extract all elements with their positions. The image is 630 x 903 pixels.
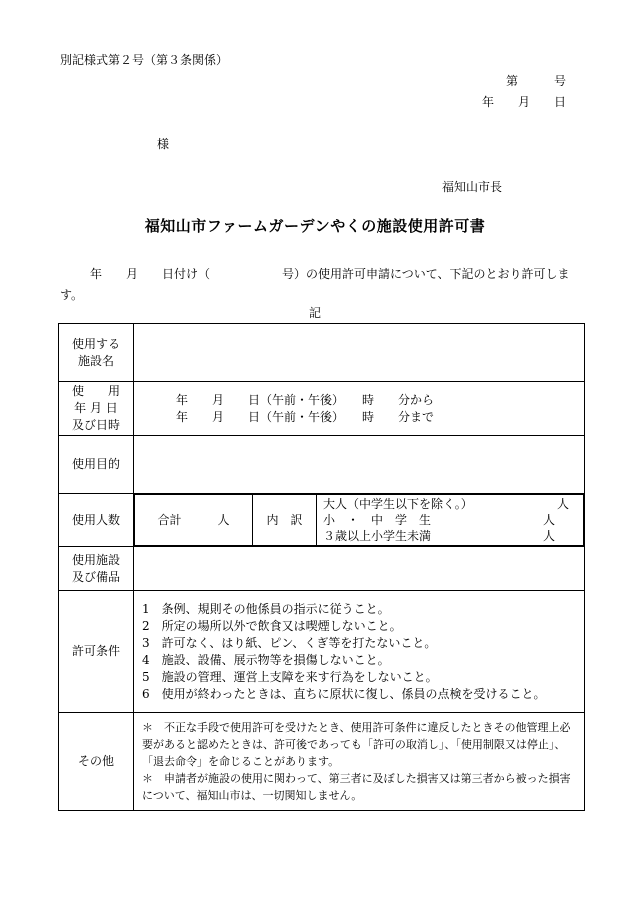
purpose-value	[134, 436, 585, 494]
condition-item: 5 施設の管理、運営上支障を来す行為をしないこと。	[142, 669, 438, 684]
other-note: ＊ 不正な手段で使用許可を受けたとき、使用許可条件に違反したときその他管理上必要があると認めたときは、許可後であっても「許可の取消し」、「使用制限又は停止」、「退去命令」を命じることがあります。	[142, 721, 571, 768]
intro-paragraph: 年 月 日付け（ 号）の使用許可申請について、下記のとおり許可します。	[60, 267, 570, 302]
datetime-from: 年 月 日（午前・午後） 時 分から	[176, 392, 435, 407]
datetime-row	[59, 382, 585, 436]
datetime-to: 年 月 日（午前・午後） 時 分まで	[176, 409, 435, 424]
condition-item: 1 条例、規則その他係員の指示に従うこと。	[142, 601, 390, 616]
facility-label	[59, 324, 134, 382]
conditions-row	[59, 591, 585, 713]
equipment-value	[134, 547, 585, 591]
conditions-value	[134, 591, 585, 713]
count-student-line	[323, 512, 583, 528]
count-breakdown-list	[317, 495, 584, 546]
conditions-label: 許可条件	[59, 591, 134, 713]
permit-table	[58, 323, 585, 811]
count-breakdown-label: 内 訳	[253, 495, 317, 546]
other-notes	[134, 717, 584, 806]
count-adult-line	[323, 496, 583, 512]
equipment-label	[59, 547, 134, 591]
datetime-label-line1: 使 用	[71, 384, 120, 398]
facility-value	[134, 324, 585, 382]
datetime-label	[59, 382, 134, 436]
count-adult-label: 大人（中学生以下を除く。）	[323, 497, 473, 511]
datetime-label-line3: 及び日時	[71, 418, 120, 432]
condition-item: 2 所定の場所以外で飲食又は喫煙しないこと。	[142, 618, 402, 633]
recipient-suffix: 様	[157, 137, 170, 151]
other-row	[59, 713, 585, 811]
count-value	[134, 494, 585, 547]
condition-item: 6 使用が終わったときは、直ちに原状に復し、係員の点検を受けること。	[142, 686, 546, 701]
count-child-line	[323, 528, 583, 544]
other-value	[134, 713, 585, 811]
other-note: ＊ 申請者が施設の使用に関わって、第三者に及ぼした損害又は第三者から被った損害について、福知山市は、一切関知しません。	[142, 772, 571, 802]
purpose-label: 使用目的	[59, 436, 134, 494]
count-adult-unit: 人	[556, 497, 569, 511]
count-row	[59, 494, 585, 547]
other-label: その他	[59, 713, 134, 811]
count-student-unit: 人	[542, 513, 555, 527]
issuer-name: 福知山市長	[441, 180, 502, 194]
count-breakdown-table	[134, 494, 584, 546]
datetime-label-line2: 年 月 日	[74, 401, 118, 415]
count-label: 使用人数	[59, 494, 134, 547]
count-student-label: 小 ・ 中 学 生	[323, 513, 432, 527]
form-number: 別記様式第２号（第３条関係）	[60, 53, 229, 67]
document-number-line: 第 号	[505, 74, 566, 88]
issue-date-line: 年 月 日	[481, 95, 566, 109]
count-child-unit: 人	[542, 529, 555, 543]
condition-item: 4 施設、設備、展示物等を損傷しないこと。	[142, 652, 390, 667]
ki-heading: 記	[308, 306, 321, 320]
facility-row	[59, 324, 585, 382]
condition-item: 3 許可なく、はり紙、ピン、くぎ等を打たないこと。	[142, 635, 437, 650]
facility-label-line2: 施設名	[77, 353, 114, 368]
facility-label-line1: 使用する	[71, 336, 120, 351]
equipment-label-line1: 使用施設	[71, 552, 120, 567]
equipment-row	[59, 547, 585, 591]
datetime-value	[134, 382, 585, 436]
count-total: 合計 人	[135, 495, 253, 546]
purpose-row	[59, 436, 585, 494]
conditions-list	[134, 599, 584, 705]
document-title: 福知山市ファームガーデンやくの施設使用許可書	[144, 217, 486, 235]
equipment-label-line2: 及び備品	[71, 569, 120, 584]
count-child-label: ３歳以上小学生未満	[323, 529, 432, 543]
